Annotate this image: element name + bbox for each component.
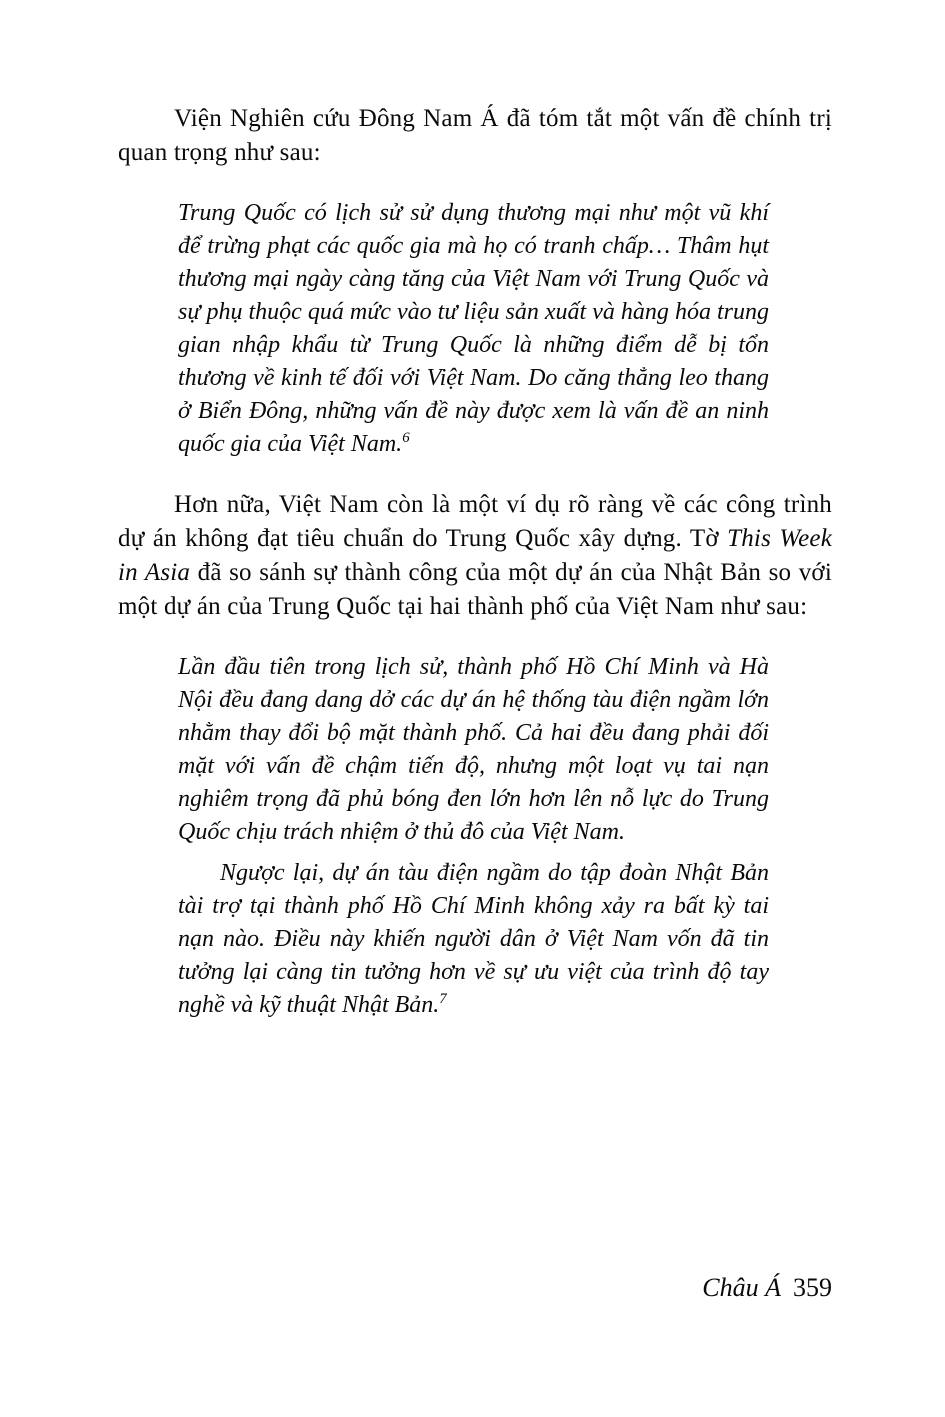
- page-content: [118, 102, 832, 1049]
- blockquote-metro-projects: [178, 651, 769, 1022]
- publication-title: This Week in Asia: [118, 525, 832, 586]
- paragraph-intro: Viện Nghiên cứu Đông Nam Á đã tóm tắt một vấn đề chính trị quan trọng như sau:: [118, 105, 832, 166]
- paragraph-comparison: [118, 488, 832, 624]
- section-title: Châu Á: [702, 1273, 781, 1302]
- quote-paragraph: [178, 197, 769, 461]
- footnote-ref-6: 6: [402, 430, 410, 446]
- footnote-ref-7: 7: [439, 991, 447, 1007]
- quote-paragraph: Lần đầu tiên trong lịch sử, thành phố Hồ Chí Minh và Hà Nội đều đang dang dở các dự án hệ thống tàu điện ngầm lớn nhằm thay đổi bộ mặt thành phố. Cả hai đều đang phải đối mặt với vấn đề chậm tiến độ, nhưng một loạt vụ tai nạn nghiêm trọng đã phủ bóng đen lớn hơn lên nỗ lực do Trung Quốc chịu trách nhiệm ở thủ đô của Việt Nam.: [178, 654, 769, 845]
- page-footer: [702, 1272, 832, 1304]
- blockquote-trade-weapon: [178, 197, 769, 461]
- quote-text: Trung Quốc có lịch sử sử dụng thương mại như một vũ khí để trừng phạt các quốc gia mà họ có tranh chấp… Thâm hụt thương mại ngày càng tăng của Việt Nam với Trung Quốc và sự phụ thuộc quá mức vào tư liệu sản xuất và hàng hóa trung gian nhập khẩu từ Trung Quốc là những điểm dễ bị tổn thương về kinh tế đối với Việt Nam. Do căng thẳng leo thang ở Biển Đông, những vấn đề này được xem là vấn đề an ninh quốc gia của Việt Nam.: [178, 200, 769, 457]
- quote-text: Ngược lại, dự án tàu điện ngầm do tập đoàn Nhật Bản tài trợ tại thành phố Hồ Chí Minh không xảy ra bất kỳ tai nạn nào. Điều này khiến người dân ở Việt Nam vốn đã tin tưởng lại càng tin tưởng hơn về sự ưu việt của trình độ tay nghề và kỹ thuật Nhật Bản.: [178, 860, 769, 1018]
- quote-paragraph: [178, 857, 769, 1022]
- page-number: 359: [793, 1273, 832, 1302]
- paragraph-comparison-before: Hơn nữa, Việt Nam còn là một ví dụ rõ ràng về các công trình dự án không đạt tiêu chuẩn do Trung Quốc xây dựng. Tờ: [118, 491, 832, 552]
- paragraph-comparison-after: đã so sánh sự thành công của một dự án của Nhật Bản so với một dự án của Trung Quốc tại hai thành phố của Việt Nam như sau:: [118, 559, 832, 620]
